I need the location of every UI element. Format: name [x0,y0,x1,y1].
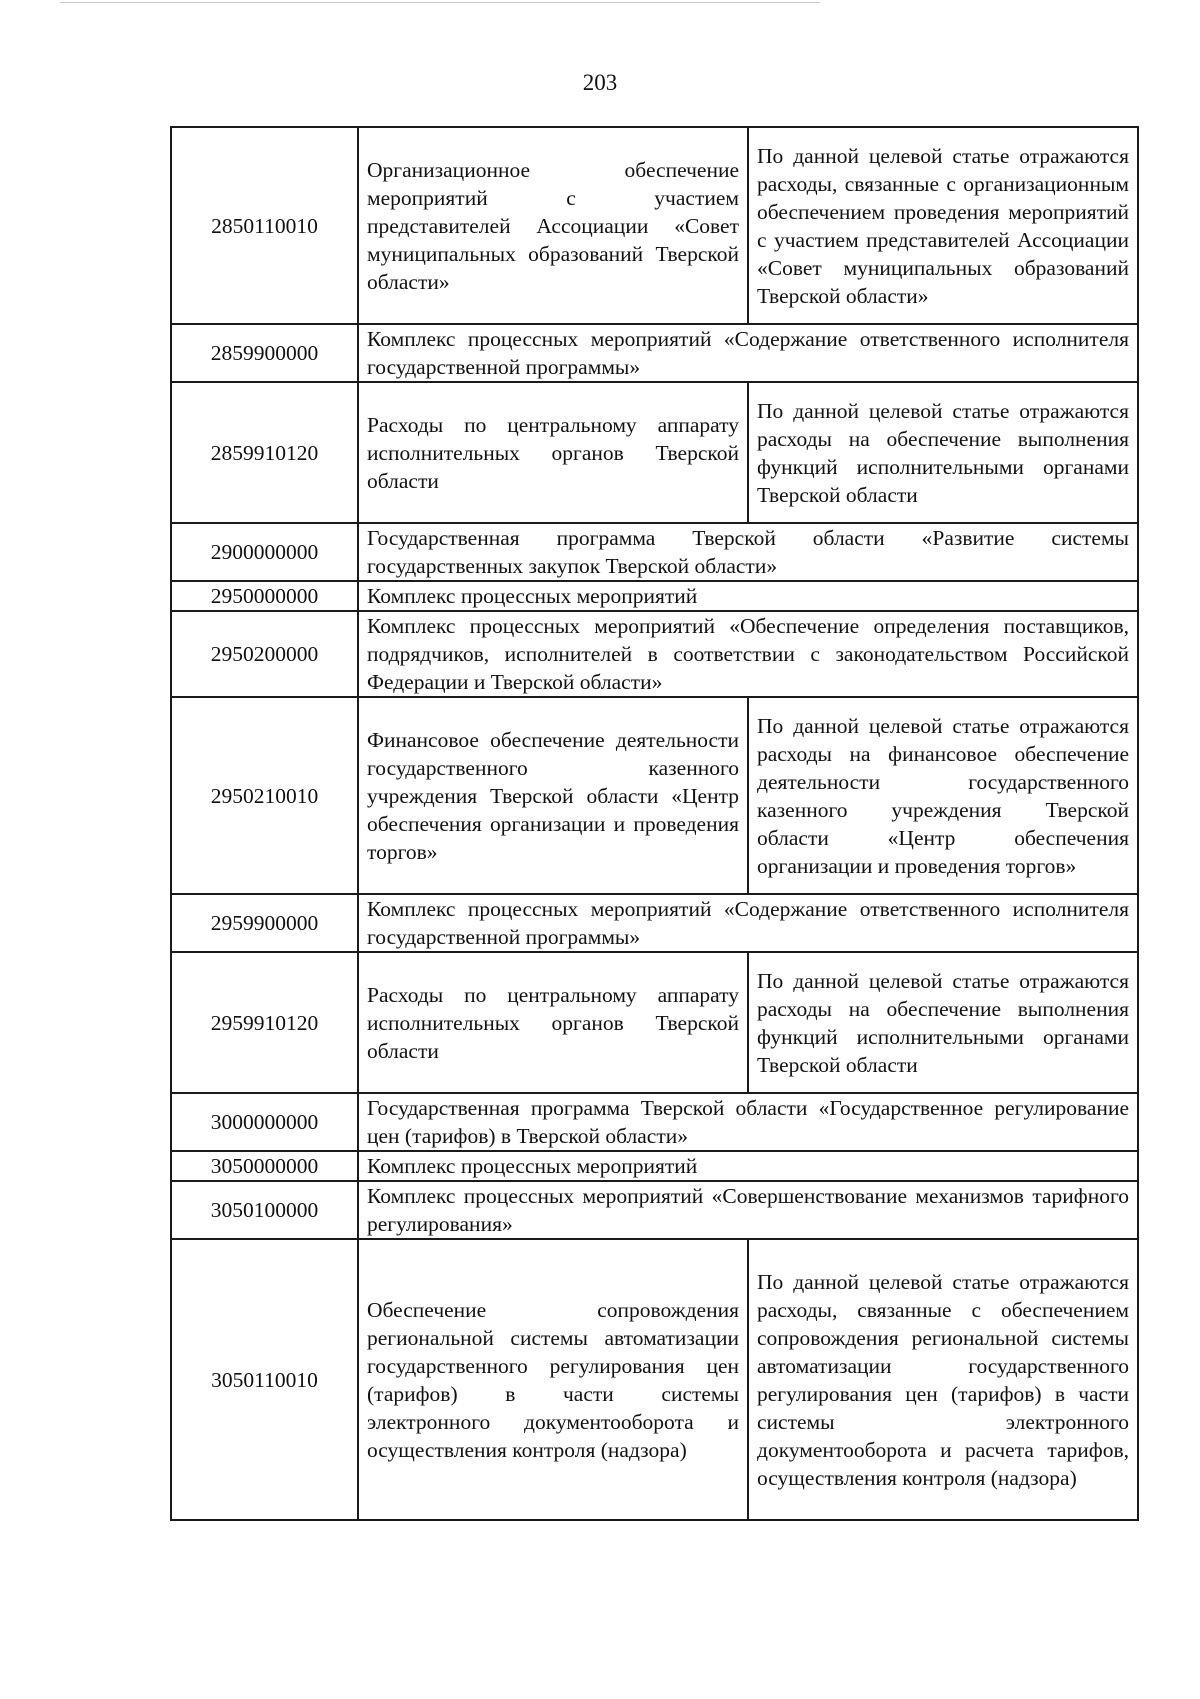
row-code: 2859900000 [171,324,358,382]
row-code: 2959900000 [171,894,358,952]
row-code: 3050000000 [171,1151,358,1181]
page-number: 203 [582,70,618,95]
table-row [171,894,1138,952]
row-description: По данной целевой статье отражаются расходы, связанные с обеспечением сопровождения региональной системы автоматизации государственного регулирования цен (тарифов) в части системы электронного документооборота и расчета тарифов, осуществления контроля (надзора) [748,1239,1138,1520]
row-name: Обеспечение сопровождения региональной системы автоматизации государственного регулирования цен (тарифов) в части системы электронного документооборота и осуществления контроля (надзора) [358,1239,748,1520]
row-name: Организационное обеспечение мероприятий с участием представителей Ассоциации «Совет муниципальных образований Тверской области» [358,127,748,324]
row-code: 2850110010 [171,127,358,324]
row-code: 2950210010 [171,697,358,894]
row-code: 3000000000 [171,1093,358,1151]
row-code: 2900000000 [171,523,358,581]
table-row [171,1151,1138,1181]
row-text: Комплекс процессных мероприятий «Обеспечение определения поставщиков, подрядчиков, исполнителей в соответствии с законодательством Российской Федерации и Тверской области» [358,611,1138,697]
table-row [171,382,1138,523]
row-code: 2950000000 [171,581,358,611]
table-row [171,1181,1138,1239]
row-text: Комплекс процессных мероприятий «Совершенствование механизмов тарифного регулирования» [358,1181,1138,1239]
table-row [171,127,1138,324]
row-description: По данной целевой статье отражаются расходы на обеспечение выполнения функций исполнительными органами Тверской области [748,382,1138,523]
row-name: Расходы по центральному аппарату исполнительных органов Тверской области [358,952,748,1093]
row-text: Комплекс процессных мероприятий «Содержание ответственного исполнителя государственной программы» [358,324,1138,382]
row-text: Комплекс процессных мероприятий [358,581,1138,611]
table-row [171,952,1138,1093]
table-row [171,324,1138,382]
row-name: Расходы по центральному аппарату исполнительных органов Тверской области [358,382,748,523]
row-code: 2950200000 [171,611,358,697]
table-row [171,1239,1138,1520]
target-articles-table [170,126,1139,1521]
scan-edge-line [60,2,820,3]
row-text: Государственная программа Тверской области «Развитие системы государственных закупок Тверской области» [358,523,1138,581]
table-row [171,697,1138,894]
row-code: 3050110010 [171,1239,358,1520]
row-name: Финансовое обеспечение деятельности государственного казенного учреждения Тверской области «Центр обеспечения организации и проведения торгов» [358,697,748,894]
table-row [171,523,1138,581]
row-text: Государственная программа Тверской области «Государственное регулирование цен (тарифов) в Тверской области» [358,1093,1138,1151]
row-code: 2959910120 [171,952,358,1093]
table-row [171,581,1138,611]
row-text: Комплекс процессных мероприятий «Содержание ответственного исполнителя государственной программы» [358,894,1138,952]
row-code: 2859910120 [171,382,358,523]
row-description: По данной целевой статье отражаются расходы на финансовое обеспечение деятельности государственного казенного учреждения Тверской области «Центр обеспечения организации и проведения торгов» [748,697,1138,894]
row-text: Комплекс процессных мероприятий [358,1151,1138,1181]
table-row [171,611,1138,697]
row-code: 3050100000 [171,1181,358,1239]
table-row [171,1093,1138,1151]
row-description: По данной целевой статье отражаются расходы, связанные с организационным обеспечением проведения мероприятий с участием представителей Ассоциации «Совет муниципальных образований Тверской области» [748,127,1138,324]
row-description: По данной целевой статье отражаются расходы на обеспечение выполнения функций исполнительными органами Тверской области [748,952,1138,1093]
